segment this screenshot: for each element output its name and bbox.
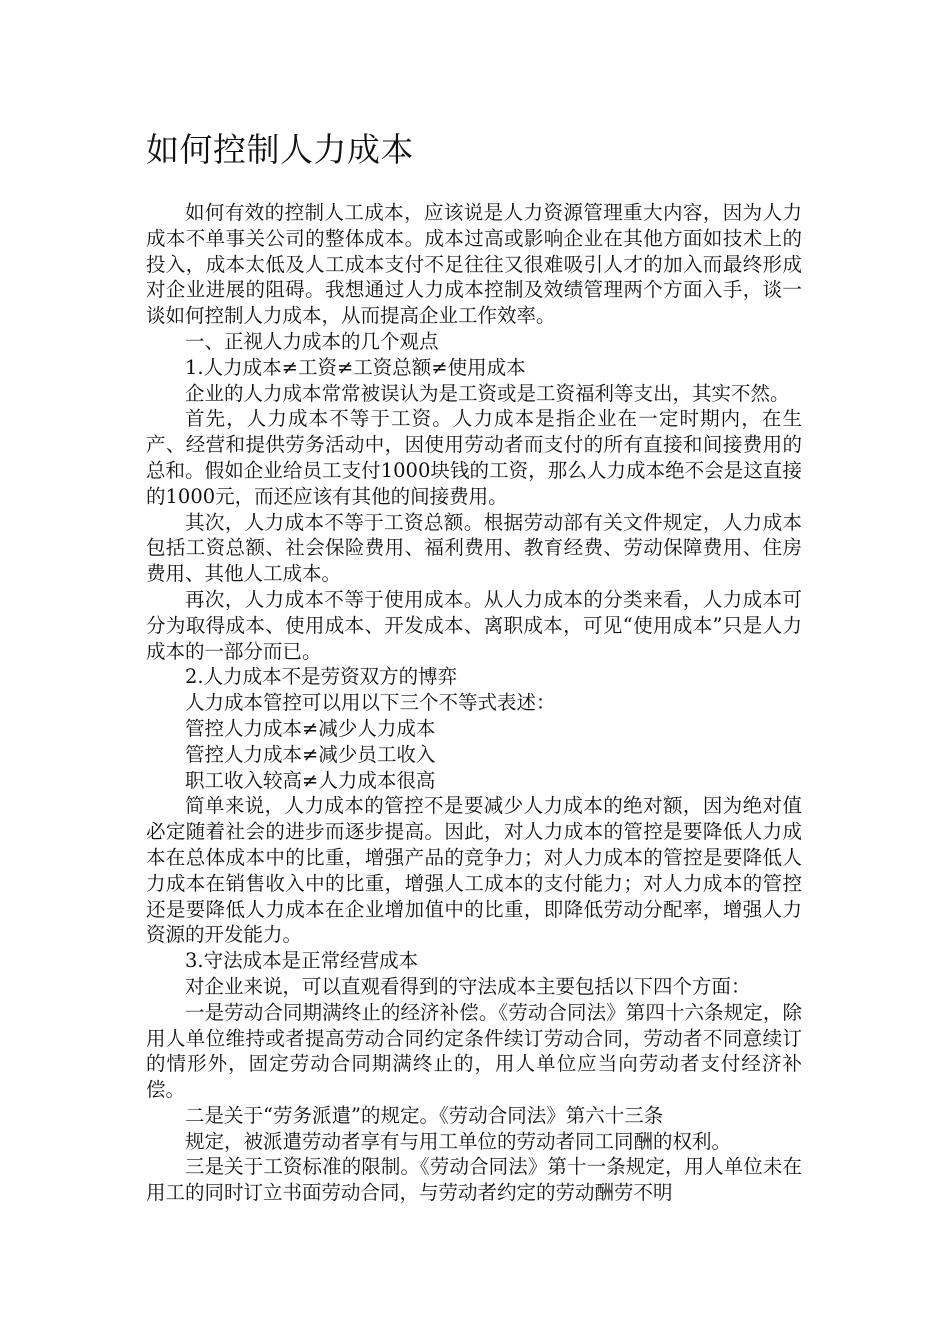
paragraph: 一是劳动合同期满终止的经济补偿。《劳动合同法》第四十六条规定，除用人单位维持或者提高劳动合同约定条件续订劳动合同，劳动者不同意续订的情形外，固定劳动合同期满终止的，用人单位应当向劳动者支付经济补偿。 xyxy=(146,1000,802,1102)
subsection-heading: 1.人力成本≠工资≠工资总额≠使用成本 xyxy=(185,355,526,379)
paragraph: 企业的人力成本常常被误认为是工资或是工资福利等支出，其实不然。 xyxy=(185,381,790,405)
paragraph: 二是关于“劳务派遣”的规定。《劳动合同法》第六十三条 xyxy=(185,1103,664,1127)
paragraph: 首先，人力成本不等于工资。人力成本是指企业在一定时期内，在生产、经营和提供劳务活动中，因使用劳动者而支付的所有直接和间接费用的总和。假如企业给员工支付1000块钱的工资，那么人力成本绝不会是这直接的1000元，而还应该有其他的间接费用。 xyxy=(146,407,802,508)
document-body xyxy=(146,200,802,1206)
paragraph: 再次，人力成本不等于使用成本。从人力成本的分类来看，人力成本可分为取得成本、使用成本、开发成本、离职成本，可见“使用成本”只是人力成本的一部分而已。 xyxy=(146,587,802,663)
subsection-heading: 2.人力成本不是劳资双方的博弈 xyxy=(185,665,458,689)
paragraph: 对企业来说，可以直观看得到的守法成本主要包括以下四个方面： xyxy=(185,974,751,998)
subsection-heading: 3.守法成本是正常经营成本 xyxy=(185,949,419,973)
inequality-line: 管控人力成本≠减少人力成本 xyxy=(185,716,436,740)
inequality-line: 管控人力成本≠减少员工收入 xyxy=(185,742,436,766)
inequality-line: 职工收入较高≠人力成本很高 xyxy=(185,768,436,792)
paragraph: 其次，人力成本不等于工资总额。根据劳动部有关文件规定，人力成本包括工资总额、社会保险费用、福利费用、教育经费、劳动保障费用、住房费用、其他人工成本。 xyxy=(146,510,802,586)
paragraph: 简单来说，人力成本的管控不是要减少人力成本的绝对额，因为绝对值必定随着社会的进步而逐步提高。因此，对人力成本的管控是要降低人力成本在总体成本中的比重，增强产品的竞争力；对人力成本的管控是要降低人力成本在销售收入中的比重，增强人工成本的支付能力；对人力成本的管控还是要降低人力成本在企业增加值中的比重，即降低劳动分配率，增强人力资源的开发能力。 xyxy=(146,794,802,947)
paragraph: 人力成本管控可以用以下三个不等式表述： xyxy=(185,691,556,715)
paragraph: 规定，被派遣劳动者享有与用工单位的劳动者同工同酬的权利。 xyxy=(185,1129,732,1153)
document-title: 如何控制人力成本 xyxy=(146,130,414,169)
paragraph-intro: 如何有效的控制人工成本，应该说是人力资源管理重大内容，因为人力成本不单事关公司的整体成本。成本过高或影响企业在其他方面如技术上的投入，成本太低及人工成本支付不足往往又很难吸引人才的加入而最终形成对企业进展的阻碍。我想通过人力成本控制及效绩管理两个方面入手，谈一谈如何控制人力成本，从而提高企业工作效率。 xyxy=(146,201,802,328)
section-heading: 一、正视人力成本的几个观点 xyxy=(185,329,439,353)
document-page xyxy=(146,128,802,1206)
paragraph: 三是关于工资标准的限制。《劳动合同法》第十一条规定，用人单位未在用工的同时订立书面劳动合同，与劳动者约定的劳动酬劳不明 xyxy=(146,1155,802,1205)
